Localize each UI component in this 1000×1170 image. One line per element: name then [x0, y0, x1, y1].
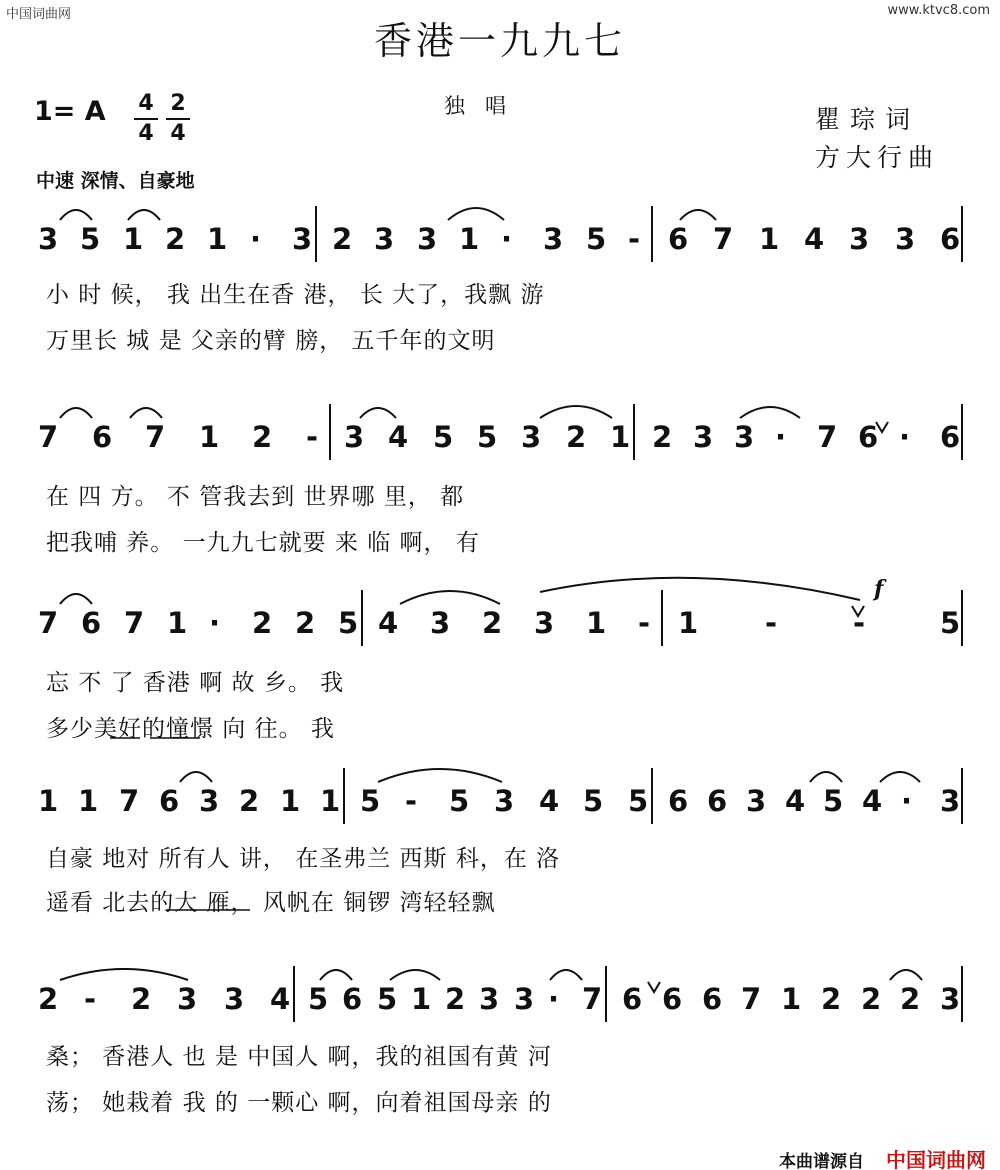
note: 2	[38, 982, 59, 1016]
slur	[390, 970, 440, 980]
note: -	[405, 784, 418, 818]
note: 3	[224, 982, 245, 1016]
breath-mark	[852, 606, 864, 616]
note: 3	[479, 982, 500, 1016]
note: 2	[295, 606, 316, 640]
watermark-site-left: 中国词曲网	[6, 7, 72, 22]
note: 2	[566, 420, 587, 454]
note: 3	[534, 606, 555, 640]
slur	[540, 578, 860, 600]
note: 1	[320, 784, 341, 818]
note: 1	[586, 606, 607, 640]
note: 4	[388, 420, 409, 454]
note: ·	[901, 784, 913, 818]
note: 1	[123, 222, 144, 256]
note: 1	[610, 420, 631, 454]
note: 2	[332, 222, 353, 256]
slur	[400, 591, 500, 604]
note: 1	[207, 222, 228, 256]
slur	[320, 970, 352, 980]
slur	[360, 408, 396, 418]
note: 1	[199, 420, 220, 454]
note: -	[853, 606, 866, 640]
key-signature: 1= A	[34, 96, 106, 127]
slur	[810, 772, 842, 782]
note: 6	[702, 982, 723, 1016]
note: 1	[280, 784, 301, 818]
note: 5	[449, 784, 470, 818]
note: 3	[177, 982, 198, 1016]
slur	[550, 970, 582, 980]
slur	[60, 969, 188, 980]
lyric-line-3-verse-1: 忘 不 了 香港 啊 故 乡。 我	[46, 670, 345, 696]
slur	[448, 208, 504, 220]
note: 3	[940, 982, 961, 1016]
note: 2	[165, 222, 186, 256]
performance-type: 独唱	[444, 94, 526, 118]
note: 7	[582, 982, 603, 1016]
song-title: 香港一九九七	[373, 19, 626, 63]
lyric-line-4-verse-2: 遥看 北去的大 雁， 风帆在 铜锣 湾轻轻飘	[46, 890, 496, 916]
lyric-line-1-verse-2: 万里长 城 是 父亲的臂 膀， 五千年的文明	[46, 328, 496, 354]
note: 5	[433, 420, 454, 454]
dynamic-forte: f	[874, 576, 884, 602]
note: 5	[586, 222, 607, 256]
note: 4	[378, 606, 399, 640]
note: 6	[662, 982, 683, 1016]
note: 5	[477, 420, 498, 454]
note: 7	[713, 222, 734, 256]
slur	[378, 769, 502, 782]
note: 3	[746, 784, 767, 818]
note: 7	[817, 420, 838, 454]
slur	[680, 210, 716, 220]
note: 2	[821, 982, 842, 1016]
note: 6	[668, 784, 689, 818]
tempo-marking: 中速 深情、自豪地	[36, 170, 195, 192]
note: 4	[862, 784, 883, 818]
slur	[740, 407, 800, 418]
lyric-line-4-verse-1: 自豪 地对 所有人 讲， 在圣弗兰 西斯 科，在 洛	[46, 846, 561, 872]
note: 1	[38, 784, 59, 818]
note: 6	[707, 784, 728, 818]
footer-source-label: 本曲谱源自	[779, 1152, 864, 1170]
note: 1	[78, 784, 99, 818]
note: 3	[895, 222, 916, 256]
note: 2	[861, 982, 882, 1016]
note: 7	[119, 784, 140, 818]
note: 3	[514, 982, 535, 1016]
note: 3	[344, 420, 365, 454]
lyricist-credit: 瞿琮词	[815, 105, 921, 134]
slur	[60, 594, 92, 604]
note: 1	[167, 606, 188, 640]
note: 6	[940, 420, 961, 454]
note: 2	[652, 420, 673, 454]
note: 7	[145, 420, 166, 454]
slur	[128, 210, 160, 220]
note: 7	[124, 606, 145, 640]
note: 2	[131, 982, 152, 1016]
slur	[60, 408, 92, 418]
footer-site-name: 中国词曲网	[886, 1148, 986, 1170]
slur	[540, 406, 612, 418]
lyric-line-2-verse-1: 在 四 方。 不 管我去到 世界哪 里， 都	[46, 484, 465, 510]
note: 4	[270, 982, 291, 1016]
watermark-site-right: www.ktvc8.com	[887, 3, 990, 18]
slur	[890, 970, 922, 980]
note: 1	[411, 982, 432, 1016]
composer-credit: 方大行曲	[815, 143, 940, 172]
note: 6	[342, 982, 363, 1016]
note: 1	[678, 606, 699, 640]
note: 6	[159, 784, 180, 818]
note: 3	[693, 420, 714, 454]
note: 6	[858, 420, 879, 454]
time-sig-numerator: 2	[170, 91, 186, 116]
note: 3	[374, 222, 395, 256]
note: 3	[430, 606, 451, 640]
note: 1	[459, 222, 480, 256]
note: 3	[849, 222, 870, 256]
note: 5	[583, 784, 604, 818]
note: 3	[292, 222, 313, 256]
note: 3	[521, 420, 542, 454]
note: 2	[252, 606, 273, 640]
note: 6	[81, 606, 102, 640]
note: 7	[741, 982, 762, 1016]
breath-mark	[648, 982, 660, 992]
note: 3	[199, 784, 220, 818]
footer-source	[779, 1144, 986, 1170]
note: ·	[548, 982, 560, 1016]
note: 6	[668, 222, 689, 256]
note: -	[84, 982, 97, 1016]
note: 5	[80, 222, 101, 256]
breath-mark	[876, 422, 888, 432]
note: -	[765, 606, 778, 640]
note: 3	[734, 420, 755, 454]
note: 2	[900, 982, 921, 1016]
note: 5	[308, 982, 329, 1016]
note: 2	[239, 784, 260, 818]
note: 2	[252, 420, 273, 454]
note: 5	[338, 606, 359, 640]
note: 2	[482, 606, 503, 640]
note: -	[306, 420, 319, 454]
note: 5	[823, 784, 844, 818]
time-sig-denominator: 4	[170, 121, 186, 146]
note: ·	[501, 222, 513, 256]
note: 4	[804, 222, 825, 256]
slur	[180, 772, 212, 782]
note: 4	[785, 784, 806, 818]
note: 1	[759, 222, 780, 256]
note: 3	[940, 784, 961, 818]
slur	[130, 408, 162, 418]
note: 7	[38, 420, 59, 454]
lyric-line-2-verse-2: 把我哺 养。 一九九七就要 来 临 啊， 有	[46, 530, 480, 556]
note: ·	[250, 222, 262, 256]
note: -	[638, 606, 651, 640]
note: 5	[940, 606, 961, 640]
note: 3	[543, 222, 564, 256]
note: ·	[209, 606, 221, 640]
note: 5	[360, 784, 381, 818]
note: ·	[899, 420, 911, 454]
note: 3	[38, 222, 59, 256]
note: 4	[539, 784, 560, 818]
note: 3	[417, 222, 438, 256]
lyric-line-3-verse-2: 多少美好的憧憬 向 往。 我	[46, 716, 335, 742]
note: 6	[92, 420, 113, 454]
note: 5	[377, 982, 398, 1016]
slur	[880, 772, 920, 782]
slur	[60, 210, 92, 220]
note: 3	[494, 784, 515, 818]
lyric-line-5-verse-1: 桑； 香港人 也 是 中国人 啊，我的祖国有黄 河	[46, 1044, 552, 1070]
note: 6	[622, 982, 643, 1016]
lyric-line-5-verse-2: 荡； 她栽着 我 的 一颗心 啊，向着祖国母亲 的	[46, 1090, 552, 1116]
note: ·	[775, 420, 787, 454]
note: 7	[38, 606, 59, 640]
note: 2	[445, 982, 466, 1016]
note: -	[628, 222, 641, 256]
lyric-line-1-verse-1: 小 时 候， 我 出生在香 港， 长 大了，我飘 游	[46, 282, 545, 308]
note: 6	[940, 222, 961, 256]
note: 1	[781, 982, 802, 1016]
time-sig-numerator: 4	[138, 91, 154, 116]
time-sig-denominator: 4	[138, 121, 154, 146]
note: 5	[628, 784, 649, 818]
